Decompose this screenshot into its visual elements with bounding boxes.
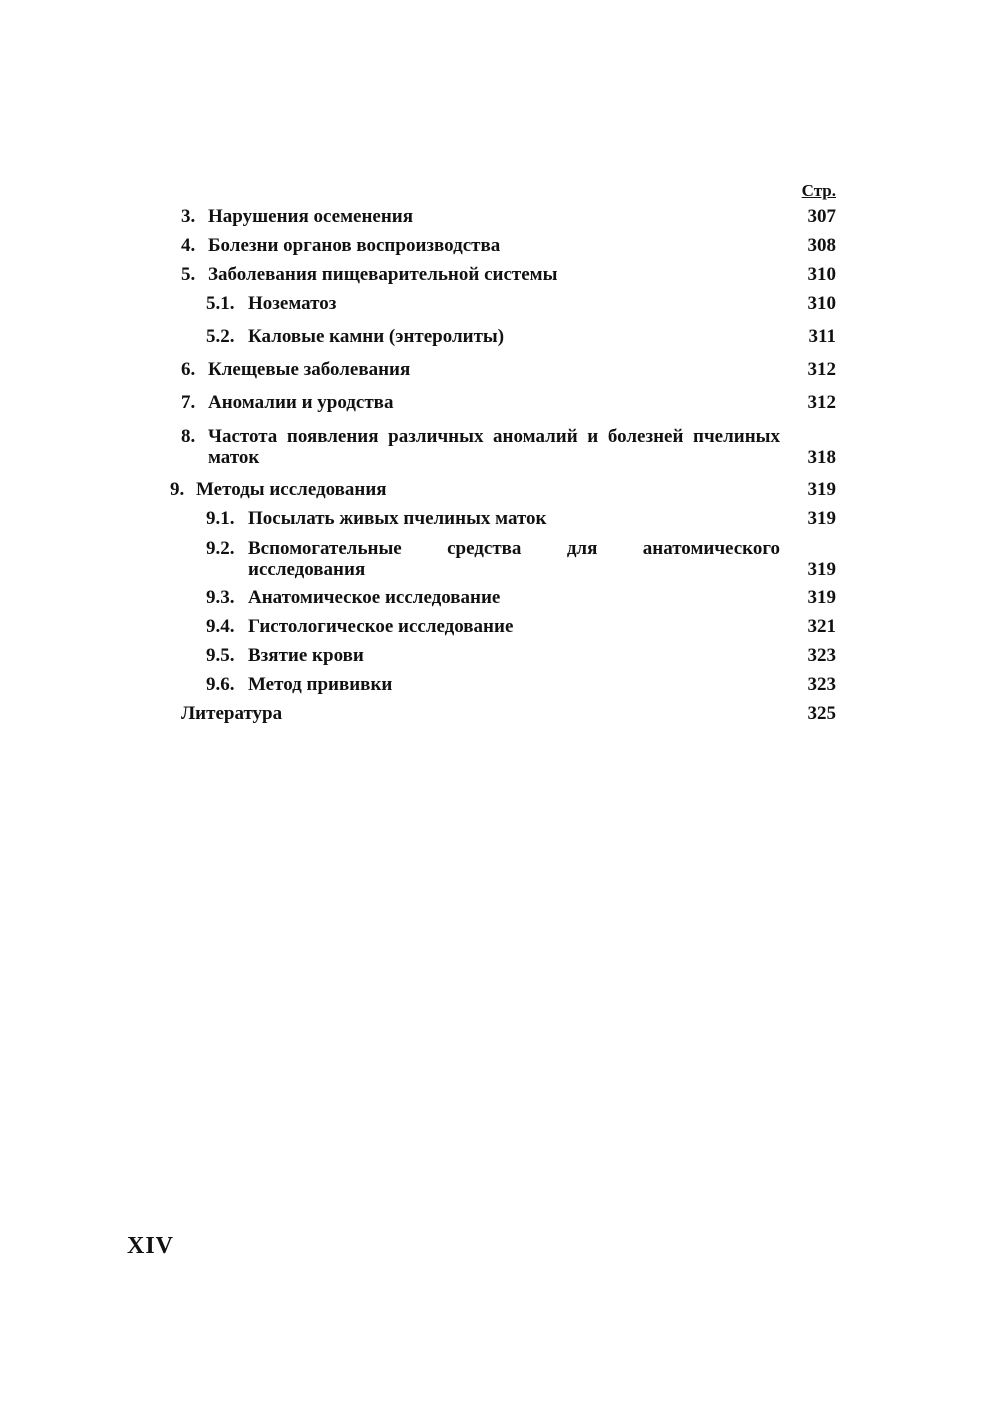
- toc-entry: [206, 538, 836, 582]
- toc-entry: [181, 359, 836, 381]
- toc-entry: [206, 326, 836, 348]
- toc-entry: [206, 616, 836, 638]
- toc-entry-title: Посылать живых пчелиных маток: [248, 508, 547, 529]
- toc-entry: [170, 479, 836, 501]
- toc-entry-page: 310: [807, 264, 836, 285]
- toc-entry-title: Литература: [181, 703, 283, 724]
- toc-entry: [206, 587, 836, 609]
- toc-entry-page: 318: [807, 447, 836, 468]
- toc-entry-title: Каловые камни (энтеролиты): [248, 326, 505, 347]
- toc-entry-page: 323: [807, 645, 836, 666]
- toc-entry-title: Взятие крови: [248, 645, 364, 666]
- toc-entry-title: Аномалии и уродства: [208, 392, 394, 413]
- toc-entry: [206, 293, 836, 315]
- toc-entry-page: 319: [807, 587, 836, 608]
- toc-entry-title: Нарушения осеменения: [208, 206, 414, 227]
- page-column-header: Стр.: [801, 181, 836, 200]
- toc-entry: [181, 264, 836, 286]
- toc-entry-title: Частота появления различных аномалий и болезней пчелиных маток: [208, 426, 780, 468]
- toc-entry: [181, 392, 836, 414]
- toc-entry-number: 9.4.: [206, 616, 235, 637]
- toc-entry-number: 9.: [170, 479, 185, 500]
- toc-entry: [181, 426, 836, 470]
- toc-entry-title: Гистологическое исследование: [248, 616, 514, 637]
- toc-entry-page: 319: [807, 508, 836, 529]
- toc-entry: [206, 645, 836, 667]
- toc-entry-title: Клещевые заболевания: [208, 359, 411, 380]
- toc-entry-number: 9.6.: [206, 674, 235, 695]
- toc-entry-title: Метод прививки: [248, 674, 393, 695]
- toc-entry: [206, 508, 836, 530]
- toc-entry-number: 8.: [181, 426, 196, 447]
- toc-entry: [206, 674, 836, 696]
- toc-entry-number: 5.1.: [206, 293, 235, 314]
- toc-entry-page: 307: [807, 206, 836, 227]
- toc-entry-title: Нозематоз: [248, 293, 337, 314]
- toc-entry-page: 310: [807, 293, 836, 314]
- toc-entry-number: 5.: [181, 264, 196, 285]
- toc-entry-number: 9.2.: [206, 538, 235, 559]
- toc-entry-number: 9.3.: [206, 587, 235, 608]
- toc-entry-number: 3.: [181, 206, 196, 227]
- toc-entry: [181, 235, 836, 257]
- toc-entry-title: Заболевания пищеварительной системы: [208, 264, 558, 285]
- toc-entry-title: Методы исследования: [196, 479, 387, 500]
- toc-entry: [181, 703, 836, 725]
- toc-entry-number: 7.: [181, 392, 196, 413]
- toc-entry-title: Вспомогательные средства для анатомического исследования: [248, 538, 780, 580]
- toc-entry-page: 312: [807, 392, 836, 413]
- toc-entry-number: 4.: [181, 235, 196, 256]
- toc-entry-number: 9.5.: [206, 645, 235, 666]
- toc-entry-number: 5.2.: [206, 326, 235, 347]
- toc-entry-page: 312: [807, 359, 836, 380]
- toc-entry-title: Анатомическое исследование: [248, 587, 501, 608]
- toc-entry-page: 319: [807, 479, 836, 500]
- toc-entry-page: 311: [808, 326, 836, 347]
- toc-entry-page: 308: [807, 235, 836, 256]
- toc-entry-number: 6.: [181, 359, 196, 380]
- toc-entry-page: 319: [807, 559, 836, 580]
- toc-entry-number: 9.1.: [206, 508, 235, 529]
- page-number: XIV: [127, 1233, 175, 1259]
- toc-entry-page: 323: [807, 674, 836, 695]
- toc-entry: [181, 206, 836, 228]
- toc-entry-title: Болезни органов воспроизводства: [208, 235, 501, 256]
- toc-entry-page: 325: [807, 703, 836, 724]
- toc-entry-page: 321: [807, 616, 836, 637]
